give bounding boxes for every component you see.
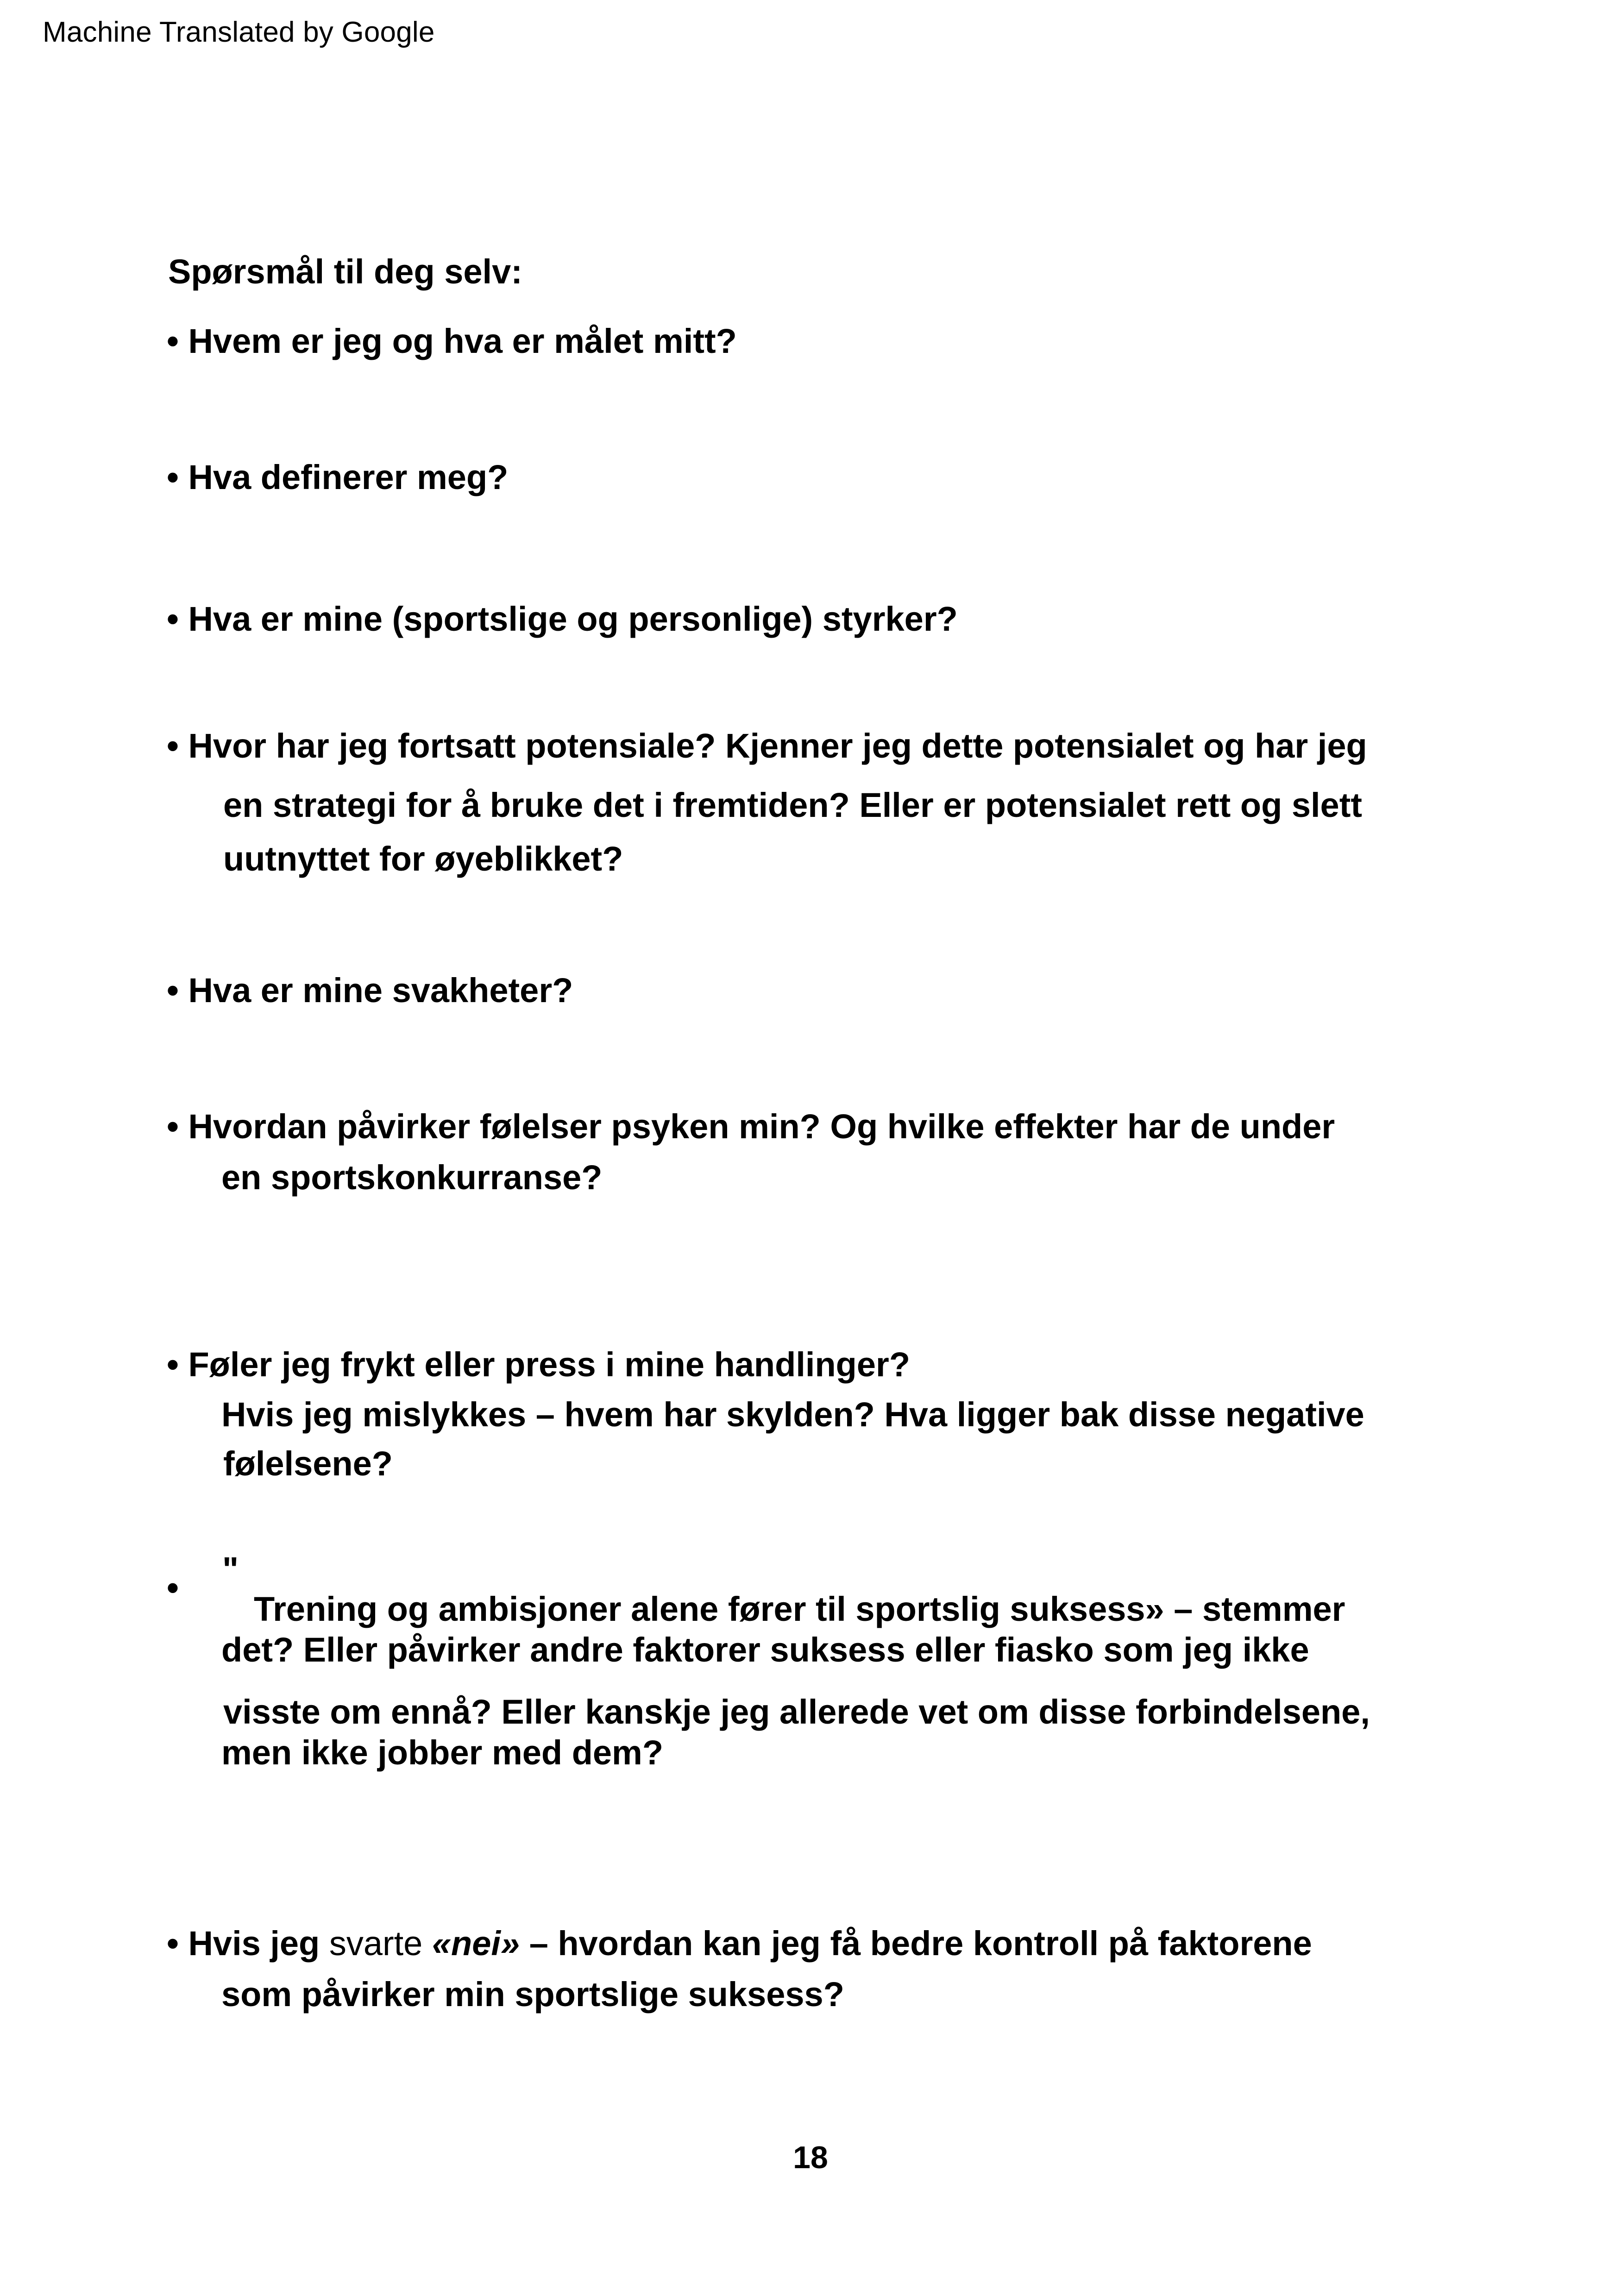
section-heading: Spørsmål til deg selv:	[168, 252, 522, 291]
question-who-am-i: • Hvem er jeg og hva er målet mitt?	[167, 322, 737, 360]
question-potential-line-3: uutnyttet for øyeblikket?	[223, 840, 623, 878]
question-what-defines-me: • Hva definerer meg?	[167, 458, 509, 496]
question-fear-line-3: følelsene?	[223, 1444, 393, 1483]
question-control-line-1	[167, 1926, 1312, 1961]
question-training-line-3: visste om ennå? Eller kanskje jeg allerede vet om disse forbindelsene,	[223, 1693, 1370, 1731]
question-control-answered: svarte	[329, 1924, 432, 1963]
question-control-suffix: – hvordan kan jeg få bedre kontroll på faktorene	[520, 1924, 1312, 1963]
page-number: 18	[793, 2140, 828, 2175]
question-training-line-1: Trening og ambisjoner alene fører til sportslig suksess» – stemmer	[254, 1590, 1345, 1628]
question-training-line-2: det? Eller påvirker andre faktorer suksess eller fiasko som jeg ikke	[221, 1631, 1309, 1669]
question-control-line-2: som påvirker min sportslige suksess?	[221, 1975, 844, 2014]
question-fear-line-2: Hvis jeg mislykkes – hvem har skylden? Hva ligger bak disse negative	[221, 1395, 1364, 1434]
question-potential-line-1: • Hvor har jeg fortsatt potensiale? Kjenner jeg dette potensialet og har jeg	[167, 727, 1367, 765]
question-emotions-line-2: en sportskonkurranse?	[221, 1158, 603, 1197]
question-fear-line-1: • Føler jeg frykt eller press i mine handlinger?	[167, 1345, 911, 1384]
question-weaknesses: • Hva er mine svakheter?	[167, 971, 573, 1010]
question-emotions-line-1: • Hvordan påvirker følelser psyken min? Og hvilke effekter har de under	[167, 1107, 1335, 1146]
question-control-no: «nei»	[432, 1924, 520, 1963]
question-training-bullet: •	[167, 1568, 179, 1607]
question-training-line-4: men ikke jobber med dem?	[221, 1733, 664, 1772]
question-training-quote-mark: "	[222, 1550, 239, 1588]
question-control-prefix: • Hvis jeg	[167, 1924, 329, 1963]
machine-translation-banner: Machine Translated by Google	[43, 16, 435, 48]
question-strengths: • Hva er mine (sportslige og personlige) styrker?	[167, 600, 958, 638]
question-potential-line-2: en strategi for å bruke det i fremtiden? Eller er potensialet rett og slett	[223, 786, 1362, 824]
